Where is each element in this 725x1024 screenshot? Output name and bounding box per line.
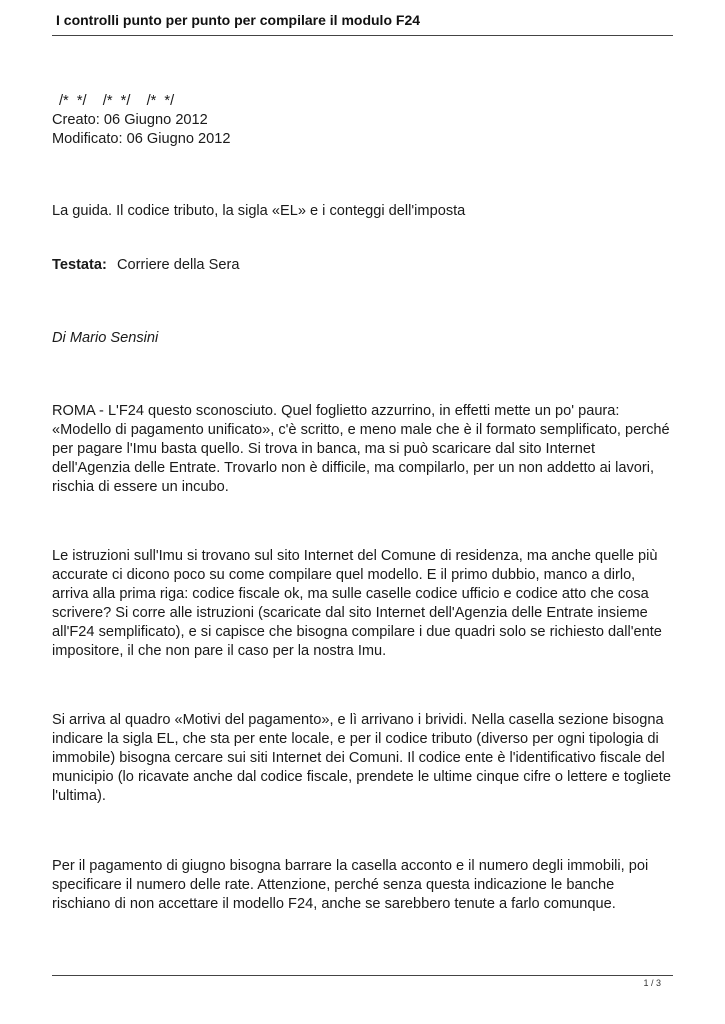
paragraph-4: Per il pagamento di giugno bisogna barrare la casella acconto e il numero degli immobili, poi specificare il numero delle rate. Attenzione, perché senza questa indicazione le banche rischiano di non accettare il modello F24, anche se sarebbero tenute a farlo comunque.	[52, 858, 649, 912]
article-author: Di Mario Sensini	[52, 330, 159, 346]
paragraph-2: Le istruzioni sull'Imu si trovano sul sito Internet del Comune di residenza, ma anche quelle più accurate ci dicono poco su come compilare quel modello. E il primo dubbio, manco a dirlo, arriva alla prima riga: codice fiscale ok, ma sulle caselle codice ufficio e codice atto che cosa scrivere? Si corre alle istruzioni (scaricate dal sito Internet dell'Agenzia delle Entrate insieme all'F24 semplificato), e si capisce che bisogna compilare i due quadri solo se richiesto dall'ente impositore, il che non pare il caso per la nostra Imu.	[52, 548, 662, 659]
testata-value: Corriere della Sera	[116, 257, 240, 273]
created-date: Creato: 06 Giugno 2012	[52, 112, 208, 128]
page-number: 1 / 3	[643, 978, 661, 988]
article-body	[52, 92, 674, 912]
testata-line	[52, 256, 239, 275]
footer-divider	[52, 975, 673, 976]
paragraph-3: Si arriva al quadro «Motivi del pagamento», e lì arrivano i brividi. Nella casella sezione bisogna indicare la sigla EL, che sta per ente locale, e per il codice tributo (diverso per ogni tipologia di immobile) bisogna cercare sui siti Internet dei Comuni. Il codice ente è l'identificativo fiscale del municipio (lo ricavate anche dal codice fiscale, prendete le ultime cinque cifre o lettere e togliete l'ultima).	[52, 712, 671, 804]
document-header-title: I controlli punto per punto per compilare il modulo F24	[56, 12, 421, 28]
comment-markers: /* */ /* */ /* */	[59, 93, 175, 109]
testata-label: Testata:	[52, 257, 107, 273]
article-subtitle: La guida. Il codice tributo, la sigla «EL» e i conteggi dell'imposta	[52, 203, 466, 219]
paragraph-1: ROMA - L'F24 questo sconosciuto. Quel foglietto azzurrino, in effetti mette un po' paura: «Modello di pagamento unificato», c'è scritto, e meno male che è il formato semplificato, perché per pagare l'Imu basta quello. Si trova in banca, ma si può scaricare dal sito Internet dell'Agenzia delle Entrate. Trovarlo non è difficile, ma compilarlo, per un non addetto ai lavori, rischia di essere un incubo.	[52, 403, 670, 495]
header-divider	[52, 35, 673, 36]
modified-date: Modificato: 06 Giugno 2012	[52, 131, 231, 147]
